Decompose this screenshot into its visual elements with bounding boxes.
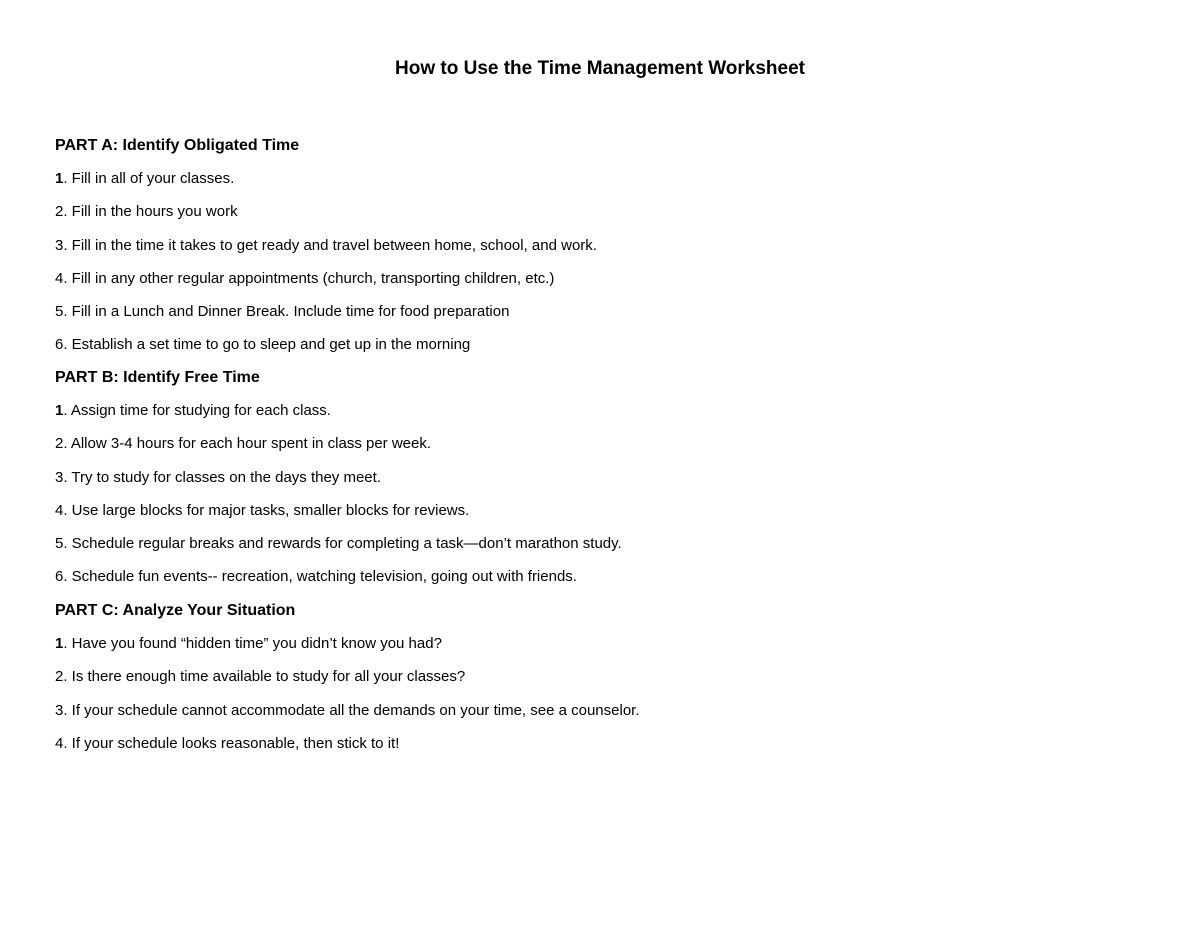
item-text: 4. If your schedule looks reasonable, then stick to it! [55, 734, 400, 752]
section-part-b [55, 367, 1155, 600]
item-text: 3. Try to study for classes on the days they meet. [55, 468, 381, 486]
list-item [55, 467, 1155, 489]
list-item [55, 533, 1155, 555]
item-text: 5. Fill in a Lunch and Dinner Break. Include time for food preparation [55, 303, 510, 321]
item-text: . Assign time for studying for each class. [63, 402, 331, 419]
section-heading: PART B: Identify Free Time [55, 369, 260, 386]
list-item [55, 700, 1155, 722]
item-text: 2. Fill in the hours you work [55, 203, 238, 221]
item-number: 1 [55, 635, 64, 652]
list-item [55, 334, 1155, 356]
section-part-c [55, 600, 1155, 766]
list-item [55, 633, 1155, 655]
list-item [55, 433, 1155, 455]
section-part-a [55, 135, 1155, 368]
section-heading: PART A: Identify Obligated Time [55, 137, 300, 154]
list-item [55, 400, 1155, 422]
item-text: 3. Fill in the time it takes to get ready and travel between home, school, and work. [55, 236, 597, 254]
item-text: 2. Is there enough time available to study for all your classes? [55, 668, 466, 686]
list-item [55, 268, 1155, 290]
list-item [55, 168, 1155, 190]
item-text: 4. Fill in any other regular appointments (church, transporting children, etc.) [55, 269, 555, 287]
item-text: 4. Use large blocks for major tasks, smaller blocks for reviews. [55, 501, 470, 519]
item-text: . Have you found “hidden time” you didn’t know you had? [63, 635, 442, 652]
list-item [55, 500, 1155, 522]
item-text: 5. Schedule regular breaks and rewards for completing a task—don’t marathon study. [55, 535, 622, 553]
item-text: 2. Allow 3-4 hours for each hour spent in class per week. [55, 435, 432, 453]
item-number: 1 [55, 402, 64, 419]
list-item [55, 666, 1155, 688]
list-item [55, 235, 1155, 257]
list-item [55, 301, 1155, 323]
item-number: 1 [55, 170, 64, 187]
item-text: 6. Schedule fun events-- recreation, watching television, going out with friends. [55, 568, 577, 586]
list-item [55, 566, 1155, 588]
section-heading: PART C: Analyze Your Situation [55, 602, 296, 619]
document-title: How to Use the Time Management Worksheet [395, 58, 805, 79]
list-item [55, 201, 1155, 223]
item-text: 6. Establish a set time to go to sleep and get up in the morning [55, 336, 471, 354]
item-text: . Fill in all of your classes. [63, 170, 235, 187]
list-item [55, 733, 1155, 755]
item-text: 3. If your schedule cannot accommodate all the demands on your time, see a counselor. [55, 701, 640, 719]
